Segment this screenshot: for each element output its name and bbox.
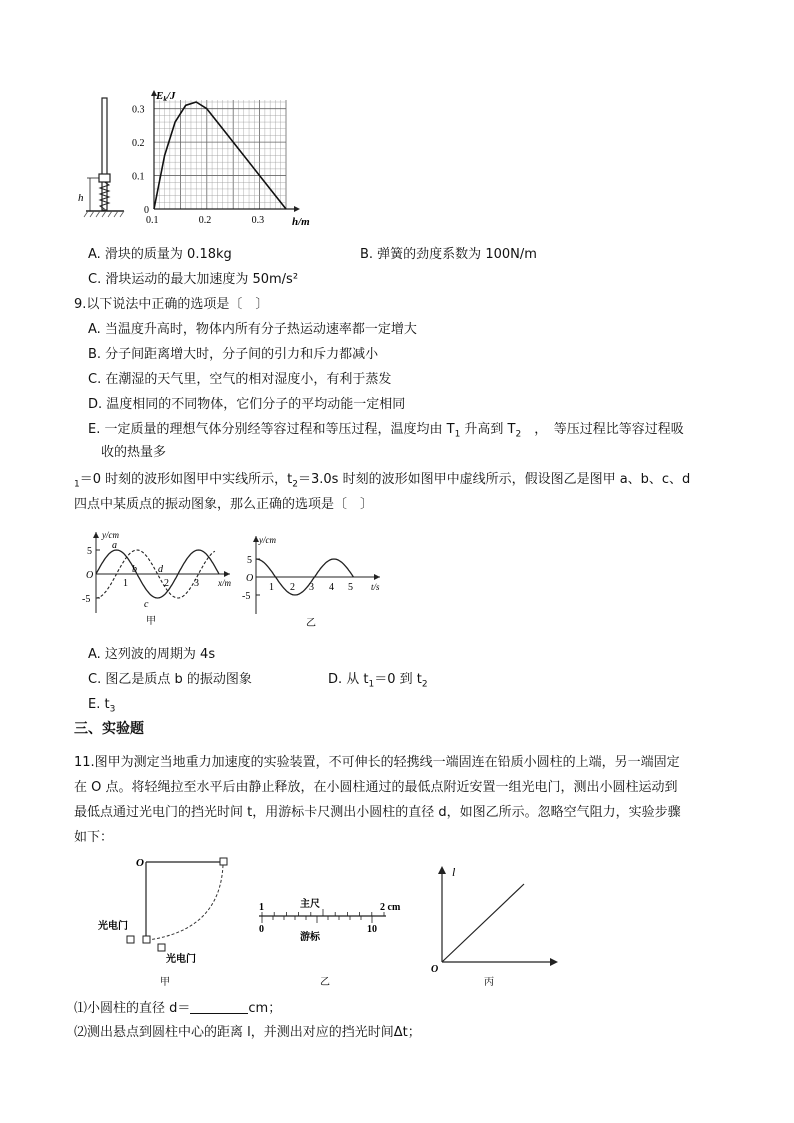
y-tick-label: 0.1 [132, 171, 145, 183]
q11-stem-line4: 如下： [74, 830, 114, 845]
y-tick-label: 0.2 [132, 138, 145, 150]
jia-y-tick-neg5: -5 [82, 594, 91, 605]
spring-apparatus [78, 98, 124, 217]
gate1-label: 光电门 [98, 921, 128, 932]
jia-y-label: y/cm [102, 530, 119, 540]
q11-stem-line2: 在 O 点。将轻绳拉至水平后由静止释放，在小圆柱通过的最低点附近安置一组光电门，测出小圆柱运动到 [74, 780, 678, 795]
yi-x-tick-1: 1 [269, 582, 274, 593]
point-d: d [158, 564, 163, 575]
gate2-label: 光电门 [166, 954, 196, 965]
point-o-label: O [136, 857, 144, 869]
chart-origin-label: 0 [144, 205, 149, 216]
q9-option-e: E. 一定质量的理想气体分别经等容过程和等压过程，温度均由 $T_1$ 升高到 $T_2$ ， 等压过程比等容过程吸 [88, 422, 684, 440]
q8-option-c: C. 滑块运动的最大加速度为 50m/s² [88, 272, 299, 287]
q9-option-d: D. 温度相同的不同物体，它们分子的平均动能一定相同 [88, 397, 406, 412]
jia-x-tick-1: 1 [123, 578, 128, 589]
jia-caption: 甲 [146, 616, 156, 627]
q11-step2: ⑵测出悬点到圆柱中心的距离 l，并测出对应的挡光时间Δt； [74, 1025, 421, 1040]
jia-x-tick-3: 3 [194, 578, 199, 589]
q11-yi-caption: 乙 [320, 977, 330, 988]
jia-origin: O [86, 570, 94, 581]
bing-y-label: l [452, 865, 456, 879]
x-tick-label: 0.1 [146, 215, 159, 226]
q11-step1: ⑴小圆柱的直径 d＝ cm； [74, 1001, 282, 1016]
q9-option-c: C. 在潮湿的天气里，空气的相对湿度小，有利于蒸发 [88, 372, 392, 387]
q9-option-a: A. 当温度升高时，物体内所有分子热运动速率都一定增大 [88, 322, 417, 337]
main-scale-2cm: 2 cm [380, 902, 401, 913]
point-b: b [132, 564, 137, 575]
q11-caliper-figure-yi [254, 892, 414, 992]
q10-vibration-figure-yi [236, 534, 386, 632]
bing-origin: O [431, 964, 439, 975]
q10-option-c: C. 图乙是质点 b 的振动图象 [88, 672, 252, 687]
point-a: a [112, 540, 117, 551]
yi-x-tick-3: 3 [309, 582, 314, 593]
yi-x-tick-5: 5 [348, 582, 353, 593]
q11-stem-line1: 11.图甲为测定当地重力加速度的实验装置，不可伸长的轻携线一端固连在铅质小圆柱的上端，另一端固定 [74, 755, 680, 770]
y-tick-label: 0.3 [132, 104, 145, 116]
ek-axis-label: Ek/J [156, 90, 176, 103]
main-scale-1: 1 [259, 902, 264, 913]
yi-x-tick-4: 4 [329, 582, 334, 593]
yi-x-label: t/s [371, 582, 380, 592]
diameter-answer-blank[interactable] [190, 1000, 248, 1014]
yi-origin: O [246, 573, 254, 584]
vernier-scale-ticks [262, 916, 372, 923]
q10-option-a: A. 这列波的周期为 4s [88, 647, 216, 662]
ek-h-chart [132, 90, 300, 226]
yi-y-label: y/cm [259, 535, 276, 545]
q11-bing-caption: 丙 [484, 977, 494, 988]
q11-stem-line3: 最低点通过光电门的挡光时间 t，用游标卡尺测出小圆柱的直径 d，如图乙所示。忽略空气阻力，实验步骤 [74, 805, 681, 820]
q9-option-b: B. 分子间距离增大时，分子间的引力和斥力都减小 [88, 347, 379, 362]
jia-y-tick-5: 5 [87, 546, 92, 557]
vernier-10: 10 [367, 924, 377, 935]
main-scale-ticks [262, 909, 384, 916]
q10-stem-line2: 四点中某质点的振动图象，那么正确的选项是〔 〕 [74, 497, 374, 512]
h-label: h [78, 192, 84, 204]
vernier-0: 0 [259, 924, 264, 935]
x-tick-label: 0.2 [198, 215, 212, 226]
gate-right-icon [158, 944, 165, 951]
q9-option-e-line2: 收的热量多 [101, 445, 167, 460]
q8-option-a: A. 滑块的质量为 0.18kg [88, 247, 232, 262]
yi-y-tick-neg5: -5 [242, 591, 251, 602]
q8-option-b: B. 弹簧的劲度系数为 100N/m [360, 247, 537, 262]
jia-x-tick-2: 2 [164, 578, 169, 589]
l-vs-x-line [442, 884, 524, 962]
q10-stem: $_1$＝0 时刻的波形如图甲中实线所示，$t_2=3.0s$ 时刻的波形如图甲中虚线所示，假设图乙是图甲 a、b、c、d [74, 472, 691, 490]
main-scale-label: 主尺 [300, 899, 320, 910]
gate-left-icon [127, 936, 134, 943]
q9-stem: 9.以下说法中正确的选项是〔 〕 [74, 297, 269, 312]
jia-x-label: x/m [218, 578, 231, 588]
yi-x-tick-2: 2 [290, 582, 295, 593]
q11-line-figure-bing [426, 858, 566, 990]
q10-option-d: D. 从 $t_1=0$ 到 $t_2$ [328, 672, 428, 690]
q11-jia-caption: 甲 [160, 977, 170, 988]
x-tick-label: 0.3 [251, 215, 265, 226]
yi-y-tick-5: 5 [247, 555, 252, 566]
vernier-label: 游标 [300, 932, 320, 943]
q8-figure [78, 88, 328, 233]
section-title-experiment: 三、实验题 [74, 721, 144, 737]
point-c: c [144, 599, 149, 610]
q11-pendulum-figure-jia [98, 852, 248, 990]
yi-caption: 乙 [306, 618, 316, 629]
h-axis-label: h/m [292, 216, 310, 228]
q10-wave-figure-jia [80, 528, 240, 636]
q10-option-e: E. $t_3$ [88, 697, 116, 715]
x-axis-arrow [294, 206, 300, 212]
